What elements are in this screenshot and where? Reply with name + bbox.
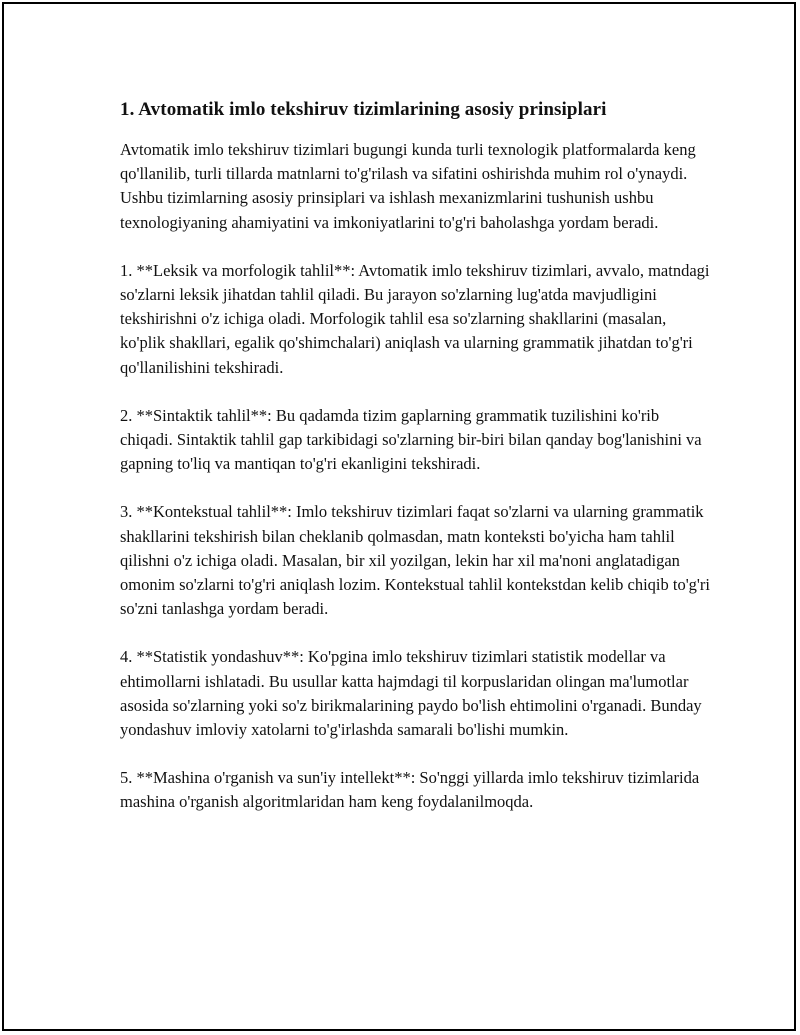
section-heading: 1. Avtomatik imlo tekshiruv tizimlarining asosiy prinsiplari [120, 99, 607, 120]
paragraph-contextual: 3. **Kontekstual tahlil**: Imlo tekshiruv tizimlari faqat so'zlarni va ularning grammatik shakllarini tekshirish bilan cheklanib qolmasdan, matn konteksti bo'yicha ham tahlil qilishni o'z ichiga oladi. Masalan, bir xil yozilgan, lekin har xil ma'noni anglatadigan omonim so'zlarni to'g'ri aniqlash lozim. Kontekstual tahlil kontekstdan kelib chiqib to'g'ri so'zni tanlashga yordam beradi. [120, 502, 710, 619]
paragraph-syntactic: 2. **Sintaktik tahlil**: Bu qadamda tizim gaplarning grammatik tuzilishini ko'rib chiqadi. Sintaktik tahlil gap tarkibidagi so'zlarning bir-biri bilan qanday bog'lanishini va gapning to'liq va mantiqan to'g'ri ekanligini tekshiradi. [120, 405, 702, 474]
paragraph-statistical: 4. **Statistik yondashuv**: Ko'pgina imlo tekshiruv tizimlari statistik modellar va ehtimollarni ishlatadi. Bu usullar katta hajmdagi til korpuslaridan olingan ma'lumotlar asosida so'zlarning yoki so'z birikmalarining paydo bo'lish ehtimolini o'rganadi. Bunday yondashuv imloviy xatolarni to'g'irlashda samarali bo'lishi mumkin. [120, 647, 702, 740]
intro-paragraph: Avtomatik imlo tekshiruv tizimlari bugungi kunda turli texnologik platformalarda keng qo'llanilib, turli tillarda matnlarni to'g'rilash va sifatini oshirishda muhim rol o'ynaydi. Ushbu tizimlarning asosiy prinsiplari va ishlash mexanizmlarini tushunish ushbu texnologiyaning ahamiyatini va imkoniyatlarini to'g'ri baholashga yordam beradi. [120, 140, 696, 232]
document-page [2, 2, 796, 1031]
paragraph-lexical-morphological: 1. **Leksik va morfologik tahlil**: Avtomatik imlo tekshiruv tizimlari, avvalo, matndagi so'zlarni leksik jihatdan tahlil qiladi. Bu jarayon so'zlarning lug'atda mavjudligini tekshirishni o'z ichiga oladi. Morfologik tahlil esa so'zlarning shakllarini (masalan, ko'plik shakllari, egalik qo'shimchalari) aniqlash va ularning grammatik jihatdan to'g'ri qo'llanilishini tekshiradi. [120, 260, 710, 377]
document-content [120, 96, 710, 815]
paragraph-machine-learning: 5. **Mashina o'rganish va sun'iy intellekt**: So'nggi yillarda imlo tekshiruv tizimlarida mashina o'rganish algoritmlaridan ham keng foydalanilmoqda. [120, 768, 700, 812]
